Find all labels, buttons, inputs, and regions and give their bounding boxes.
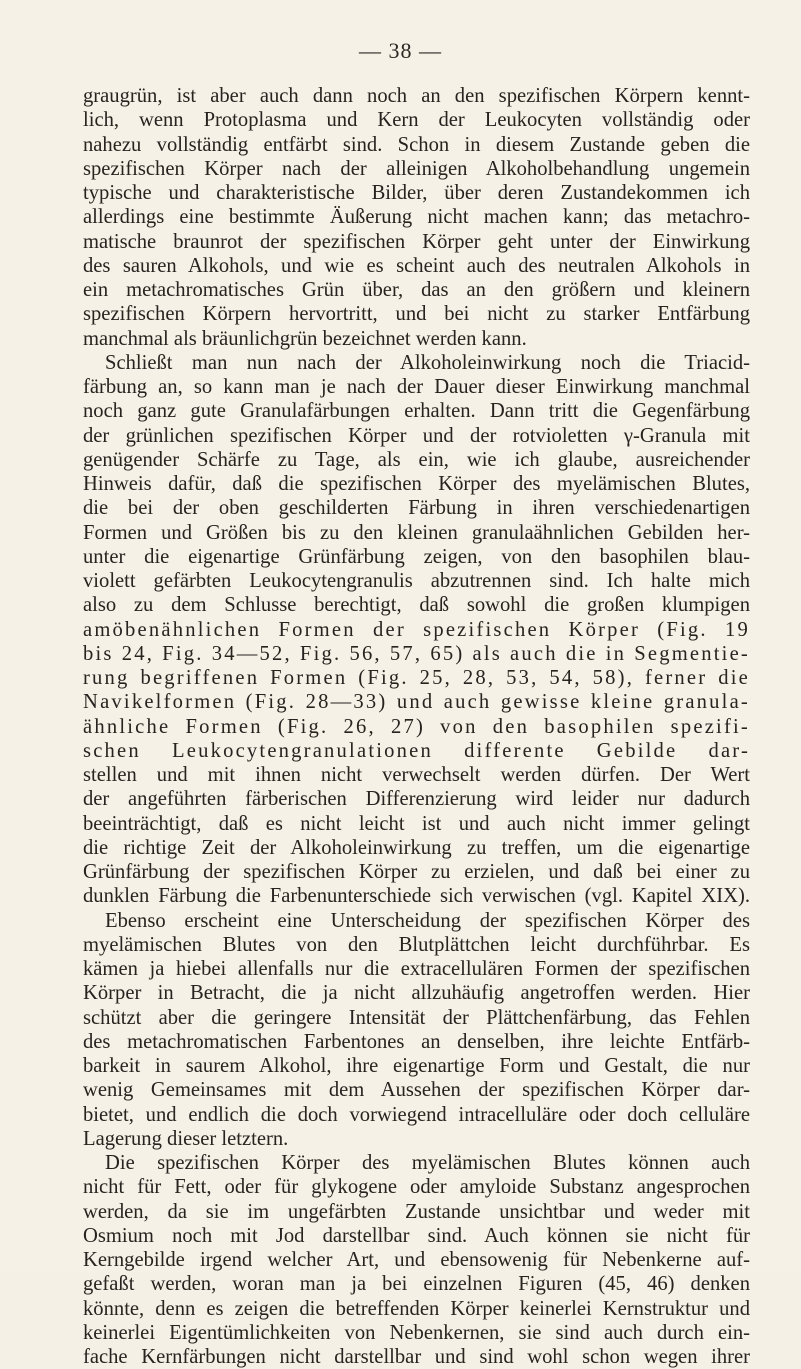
text-line: graugrün, ist aber auch dann noch an den spezifischen Körpern kennt- [83,85,750,107]
text-line: beeinträchtigt, daß es nicht leicht ist und auch nicht immer gelingt [83,812,750,835]
text-line: ein metachromatisches Grün über, das an den größern und kleinern [83,279,750,301]
text-line: Grünfärbung der spezifischen Körper zu erzielen, und daß bei einer zu [83,861,750,883]
text-line: matische braunrot der spezifischen Körper geht unter der Einwirkung [83,230,750,253]
text-line: Körper in Betracht, die ja nicht allzuhäufig angetroffen werden. Hier [83,982,750,1005]
text-line: ähnliche Formen (Fig. 26, 27) von den basophilen spezifi- [83,715,750,738]
text-line: myelämischen Blutes von den Blutplättchen leicht durchführbar. Es [83,933,750,956]
text-line: violett gefärbten Leukocytengranulis abzutrennen sind. Ich halte mich [83,570,750,592]
text-line: könnte, denn es zeigen die betreffenden Körper keinerlei Kernstruktur und [83,1297,750,1320]
text-line: fache Kernfärbungen nicht darstellbar und sind wohl schon wegen ihrer [83,1346,750,1368]
page-number: — 38 — [359,38,442,63]
text-line: schen Leukocytengranulationen differente Gebilde dar- [83,739,750,762]
text-line: Navikelformen (Fig. 28—33) und auch gewisse kleine granula- [83,691,750,714]
text-line: Schließt man nun nach der Alkoholeinwirkung noch die Triacid- [105,351,750,374]
text-line: bis 24, Fig. 34—52, Fig. 56, 57, 65) als auch die in Segmentie- [83,642,750,665]
text-line: schützt aber die geringere Intensität der Plättchenfärbung, das Fehlen [83,1006,750,1029]
text-line: Lagerung dieser letztern. [83,1127,289,1150]
text-line: Die spezifischen Körper des myelämischen Blutes können auch [105,1152,750,1174]
text-line: gefaßt werden, woran man ja bei einzelnen Figuren (45, 46) denken [83,1273,750,1296]
text-line: werden, da sie im ungefärbten Zustande unsichtbar und weder mit [83,1200,750,1223]
text-line: Formen und Größen bis zu den kleinen granulaähnlichen Gebilden her- [83,521,750,544]
text-line: genügender Schärfe zu Tage, als ein, wie ich glaube, ausreichender [83,448,750,471]
text-line: spezifischen Körper nach der alleinigen Alkoholbehandlung ungemein [83,157,750,180]
text-line: manchmal als bräunlichgrün bezeichnet werden kann. [83,327,527,350]
text-line: typische und charakteristische Bilder, über deren Zustandekommen ich [83,182,750,204]
text-line: barkeit in saurem Alkohol, ihre eigenartige Form und Gestalt, die nur [83,1055,750,1077]
text-line: rung begriffenen Formen (Fig. 25, 28, 53, 54, 58), ferner die [83,667,750,689]
text-line: Kerngebilde irgend welcher Art, und ebensowenig für Nebenkerne auf- [83,1249,750,1271]
text-line: unter die eigenartige Grünfärbung zeigen, von den basophilen blau- [83,545,750,568]
text-line: amöbenähnlichen Formen der spezifischen Körper (Fig. 19 [83,618,750,641]
text-line: die bei der oben geschilderten Färbung in ihren verschiedenartigen [83,497,750,520]
text-line: kämen ja hiebei allenfalls nur die extracellulären Formen der spezifischen [83,958,750,980]
text-line: keinerlei Eigentümlichkeiten von Nebenkernen, sie sind auch durch ein- [83,1321,750,1344]
text-line: dunklen Färbung die Farbenunterschiede sich verwischen (vgl. Kapitel XIX). [83,885,750,908]
text-line: nicht für Fett, oder für glykogene oder amyloide Substanz angesprochen [83,1176,750,1199]
body-text [83,84,750,1369]
text-line: wenig Gemeinsames mit dem Aussehen der spezifischen Körper dar- [83,1079,750,1102]
text-line: allerdings eine bestimmte Äußerung nicht machen kann; das metachro- [83,206,750,229]
text-line: Osmium noch mit Jod darstellbar sind. Auch können sie nicht für [83,1224,750,1247]
text-line: stellen und mit ihnen nicht verwechselt werden dürfen. Der Wert [83,764,750,786]
text-line: färbung an, so kann man je nach der Dauer dieser Einwirkung manchmal [83,376,750,398]
text-line: Ebenso erscheint eine Unterscheidung der spezifischen Körper des [105,909,750,932]
text-line: spezifischen Körpern hervortritt, und bei nicht zu starker Entfärbung [83,303,750,326]
text-line: noch ganz gute Granulafärbungen erhalten. Dann tritt die Gegenfärbung [83,400,750,423]
text-line: also zu dem Schlusse berechtigt, daß sowohl die großen klumpigen [83,594,750,617]
text-line: bietet, und endlich die doch vorwiegend intracelluläre oder doch celluläre [83,1103,750,1126]
text-line: die richtige Zeit der Alkoholeinwirkung zu treffen, um die eigenartige [83,836,750,859]
text-line: des metachromatischen Farbentones an denselben, ihre leichte Entfärb- [83,1030,750,1053]
text-line: lich, wenn Protoplasma und Kern der Leukocyten vollständig oder [83,109,750,132]
text-line: Hinweis dafür, daß die spezifischen Körper des myelämischen Blutes, [83,473,750,495]
text-line: des sauren Alkohols, und wie es scheint auch des neutralen Alkohols in [83,254,750,277]
text-line: der angeführten färberischen Differenzierung wird leider nur dadurch [83,788,750,811]
text-line: der grünlichen spezifischen Körper und der rotvioletten γ-Granula mit [83,424,750,447]
text-line: nahezu vollständig entfärbt sind. Schon in diesem Zustande geben die [83,133,750,156]
